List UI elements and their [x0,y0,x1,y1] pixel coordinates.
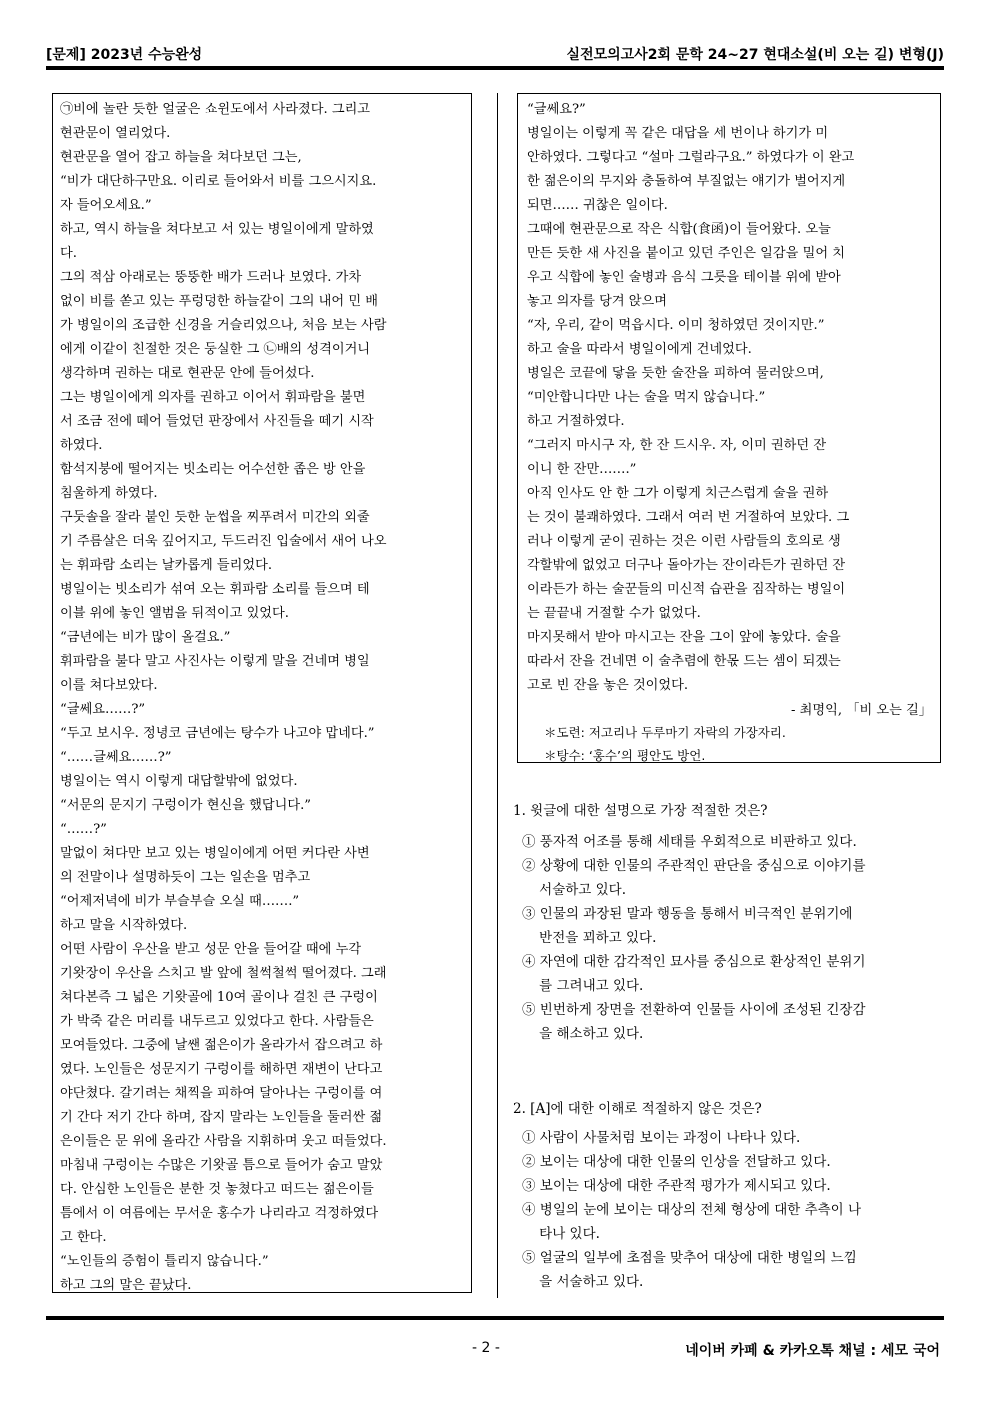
passage-line: 각할밖에 없었고 더구나 돌아가는 잔이라든가 권하던 잔 [527,558,846,573]
passage-line: 기왓장이 우산을 스치고 발 앞에 철썩철썩 떨어졌다. 그래 [60,966,387,981]
question-1-choices [522,830,942,1046]
passage-line: 구둣솔을 잘라 붙인 듯한 눈썹을 찌푸려서 미간의 외줄 [60,510,370,525]
choice-line: ③ 인물의 과장된 말과 행동을 통해서 비극적인 분위기에 [522,906,853,922]
passage-line: “자, 우리, 같이 먹읍시다. 이미 청하였던 것이지만.” [527,318,825,333]
passage-line: ㉠비에 놀란 듯한 얼굴은 쇼윈도에서 사라졌다. 그리고 [60,102,371,117]
passage-line: 틈에서 이 여름에는 무서운 홍수가 나리라고 걱정하였다 [60,1206,379,1221]
passage-line: 마지못해서 받아 마시고는 잔을 그이 앞에 놓았다. 술을 [527,630,841,645]
passage-line: 없이 비를 쏟고 있는 푸렁덩한 하늘같이 그의 내어 민 배 [60,294,378,309]
passage-line: 쳐다본즉 그 넓은 기왓골에 10여 골이나 걸친 큰 구렁이 [60,990,378,1005]
passage-line: “미안합니다만 나는 술을 먹지 않습니다.” [527,390,766,405]
passage-line: 하고 거절하였다. [527,414,625,429]
passage-line: 마침내 구렁이는 수많은 기왓골 틈으로 들어가 숨고 말았 [60,1158,383,1173]
choice-item [522,998,942,1046]
passage-line: 침울하게 하였다. [60,486,158,501]
passage-line: 따라서 잔을 건네면 이 술추렴에 한몫 드는 셈이 되겠는 [527,654,841,669]
passage-line: 하였다. [60,438,103,453]
choice-item [522,902,942,950]
source-citation: - 최명익, 「비 오는 길」 [791,703,932,718]
passage-line: 이를 쳐다보았다. [60,678,158,693]
passage-line: 병일이는 역시 이렇게 대답할밖에 없었다. [60,774,298,789]
passage-line: 현관문이 열리었다. [60,126,171,141]
passage-line: 안하였다. 그렇다고 “설마 그럴라구요.” 하였다가 이 완고 [527,150,855,165]
passage-line: 가 박죽 같은 머리를 내두르고 있었다고 한다. 사람들은 [60,1014,374,1029]
passage-line: 병일이는 빗소리가 섞여 오는 휘파람 소리를 들으며 테 [60,582,370,597]
passage-line: 놓고 의자를 당겨 앉으며 [527,294,667,309]
choice-line: ④ 자연에 대한 감각적인 묘사를 중심으로 환상적인 분위기 [522,954,866,970]
choice-line: 를 그려내고 있다. [522,978,644,994]
passage-line: 는 것이 불쾌하였다. 그래서 여러 번 거절하여 보았다. 그 [527,510,850,525]
footer-channel: 네이버 카페 & 카카오톡 채널 : 세모 국어 [685,1343,940,1359]
choice-line: 을 서술하고 있다. [522,1274,644,1290]
passage-line: 병일이는 이렇게 꼭 같은 대답을 세 번이나 하기가 미 [527,126,829,141]
passage-line: 아직 인사도 안 한 그가 이렇게 치근스럽게 술을 권하 [527,486,829,501]
passage-line: 만든 듯한 새 사진을 붙이고 있던 주인은 일감을 밀어 치 [527,246,845,261]
choice-line: 반전을 꾀하고 있다. [522,930,657,946]
column-divider [497,93,498,1298]
passage-line: “두고 보시우. 정녕코 금년에는 탕수가 나고야 맙네다.” [60,726,375,741]
passage-line: 기 간다 저기 간다 하며, 잡지 말라는 노인들을 둘러싼 젊 [60,1110,383,1125]
passage-line: 은이들은 문 위에 올라간 사람을 지휘하며 웃고 떠들었다. [60,1134,387,1149]
choice-item [522,1174,942,1198]
choice-line: ③ 보이는 대상에 대한 주관적 평가가 제시되고 있다. [522,1178,831,1194]
choice-item [522,1198,942,1246]
choice-line: 타나 있다. [522,1226,600,1242]
passage-line: 는 끝끝내 거절할 수가 없었다. [527,606,701,621]
question-2-stem: 2. [A]에 대한 이해로 적절하지 않은 것은? [513,1101,762,1117]
question-2-choices [522,1126,942,1294]
passage-line: 서 조금 전에 떼어 들었던 판장에서 사진들을 떼기 시작 [60,414,374,429]
choice-line: ① 풍자적 어조를 통해 세태를 우회적으로 비판하고 있다. [522,834,857,850]
passage-line: 였다. 노인들은 성문지기 구렁이를 해하면 재변이 난다고 [60,1062,383,1077]
passage-line: 그때에 현관문으로 작은 식합(食函)이 들어왔다. 오늘 [527,222,831,237]
passage-line: “서문의 문지기 구렁이가 현신을 했답니다.” [60,798,312,813]
passage-line: 다. [60,246,77,261]
passage-line: “……?” [60,822,107,837]
passage-line: 러나 이렇게 굳이 권하는 것은 이런 사람들의 호의로 생 [527,534,841,549]
passage-line: 고로 빈 잔을 놓은 것이었다. [527,678,689,693]
passage-line: 그는 병일이에게 의자를 권하고 이어서 휘파람을 불면 [60,390,366,405]
choice-line: ⑤ 얼굴의 일부에 초점을 맞추어 대상에 대한 병일의 느낌 [522,1250,857,1266]
passage-line: 우고 식합에 놓인 술병과 음식 그릇을 테이블 위에 받아 [527,270,841,285]
passage-line: 하고 말을 시작하였다. [60,918,188,933]
passage-line: 이라든가 하는 술꾼들의 미신적 습관을 짐작하는 병일이 [527,582,846,597]
footer-rule [46,1316,944,1320]
passage-line: “어제저녁에 비가 부슬부슬 오실 때…….” [60,894,300,909]
choice-item [522,950,942,998]
header-left: [문제] 2023년 수능완성 [46,47,203,63]
footnote-2: ＊탕수: ‘홍수’의 평안도 방언. [544,748,706,763]
choice-item [522,854,942,902]
choice-item [522,830,942,854]
passage-line: 야단쳤다. 갈기려는 채찍을 피하여 달아나는 구렁이를 여 [60,1086,383,1101]
choice-line: 서술하고 있다. [522,882,626,898]
choice-item [522,1246,942,1294]
passage-line: 의 전말이나 설명하듯이 그는 일손을 멈추고 [60,870,311,885]
passage-line: 그의 적삼 아래로는 뚱뚱한 배가 드러나 보였다. 가차 [60,270,362,285]
passage-line: 이블 위에 놓인 앨범을 뒤적이고 있었다. [60,606,289,621]
passage-line: 휘파람을 불다 말고 사진사는 이렇게 말을 건네며 병일 [60,654,370,669]
passage-line: 하고 그의 말은 끝났다. [60,1278,192,1293]
passage-right-text [527,98,937,698]
header-rule [46,66,944,70]
passage-line: “금년에는 비가 많이 올걸요.” [60,630,231,645]
passage-line: “글쎄요?” [527,102,586,117]
passage-line: 되면…… 귀찮은 일이다. [527,198,668,213]
question-1-stem: 1. 윗글에 대한 설명으로 가장 적절한 것은? [513,803,768,819]
choice-line: ② 보이는 대상에 대한 인물의 인상을 전달하고 있다. [522,1154,831,1170]
passage-line: 병일은 코끝에 닿을 듯한 술잔을 피하여 물러앉으며, [527,366,824,381]
choice-line: ① 사람이 사물처럼 보이는 과정이 나타나 있다. [522,1130,801,1146]
passage-line: 생각하며 권하는 대로 현관문 안에 들어섰다. [60,366,315,381]
choice-item [522,1126,942,1150]
passage-line: 고 한다. [60,1230,107,1245]
passage-line: “글쎄요……?” [60,702,146,717]
choice-line: ⑤ 빈번하게 장면을 전환하여 인물들 사이에 조성된 긴장감 [522,1002,866,1018]
passage-line: 하고 술을 따라서 병일이에게 건네었다. [527,342,752,357]
passage-line: 어떤 사람이 우산을 받고 성문 안을 들어갈 때에 누각 [60,942,362,957]
passage-line: “비가 대단하구만요. 이리로 들어와서 비를 그으시지요. [60,174,377,189]
page-number: - 2 - [472,1340,500,1356]
passage-line: 기 주름살은 더욱 깊어지고, 두드러진 입술에서 새어 나오 [60,534,387,549]
choice-line: ② 상황에 대한 인물의 주관적인 판단을 중심으로 이야기를 [522,858,866,874]
footnote-1: ＊도련: 저고리나 두루마기 자락의 가장자리. [544,725,786,740]
passage-line: 한 젊은이의 무지와 충돌하여 부질없는 얘기가 벌어지게 [527,174,846,189]
passage-line: “……글쎄요……?” [60,750,172,765]
choice-item [522,1150,942,1174]
choice-line: 을 해소하고 있다. [522,1026,644,1042]
passage-left-text [60,98,470,1298]
passage-line: 함석지붕에 떨어지는 빗소리는 어수선한 좁은 방 안을 [60,462,366,477]
passage-line: 하고, 역시 하늘을 쳐다보고 서 있는 병일이에게 말하였 [60,222,374,237]
passage-line: 에게 이같이 친절한 것은 둥실한 그 ㉡배의 성격이거니 [60,342,371,357]
passage-line: 이니 한 잔만…….” [527,462,637,477]
passage-line: “노인들의 증험이 틀리지 않습니다.” [60,1254,269,1269]
passage-line: 가 병일이의 조급한 신경을 거슬리었으나, 처음 보는 사람 [60,318,387,333]
header-right: 실전모의고사2회 문학 24~27 현대소설(비 오는 길) 변형(J) [566,47,944,63]
passage-line: 모여들었다. 그중에 날쌘 젊은이가 올라가서 잡으려고 하 [60,1038,383,1053]
passage-line: 는 휘파람 소리는 날카롭게 들리었다. [60,558,273,573]
passage-line: 자 들어오세요.” [60,198,152,213]
passage-line: 말없이 쳐다만 보고 있는 병일이에게 어떤 커다란 사변 [60,846,370,861]
passage-line: “그러지 마시구 자, 한 잔 드시우. 자, 이미 권하던 잔 [527,438,827,453]
passage-line: 다. 안심한 노인들은 분한 것 놓쳤다고 떠드는 젊은이들 [60,1182,374,1197]
choice-line: ④ 병일의 눈에 보이는 대상의 전체 형상에 대한 추측이 나 [522,1202,862,1218]
passage-line: 현관문을 열어 잡고 하늘을 쳐다보던 그는, [60,150,302,165]
